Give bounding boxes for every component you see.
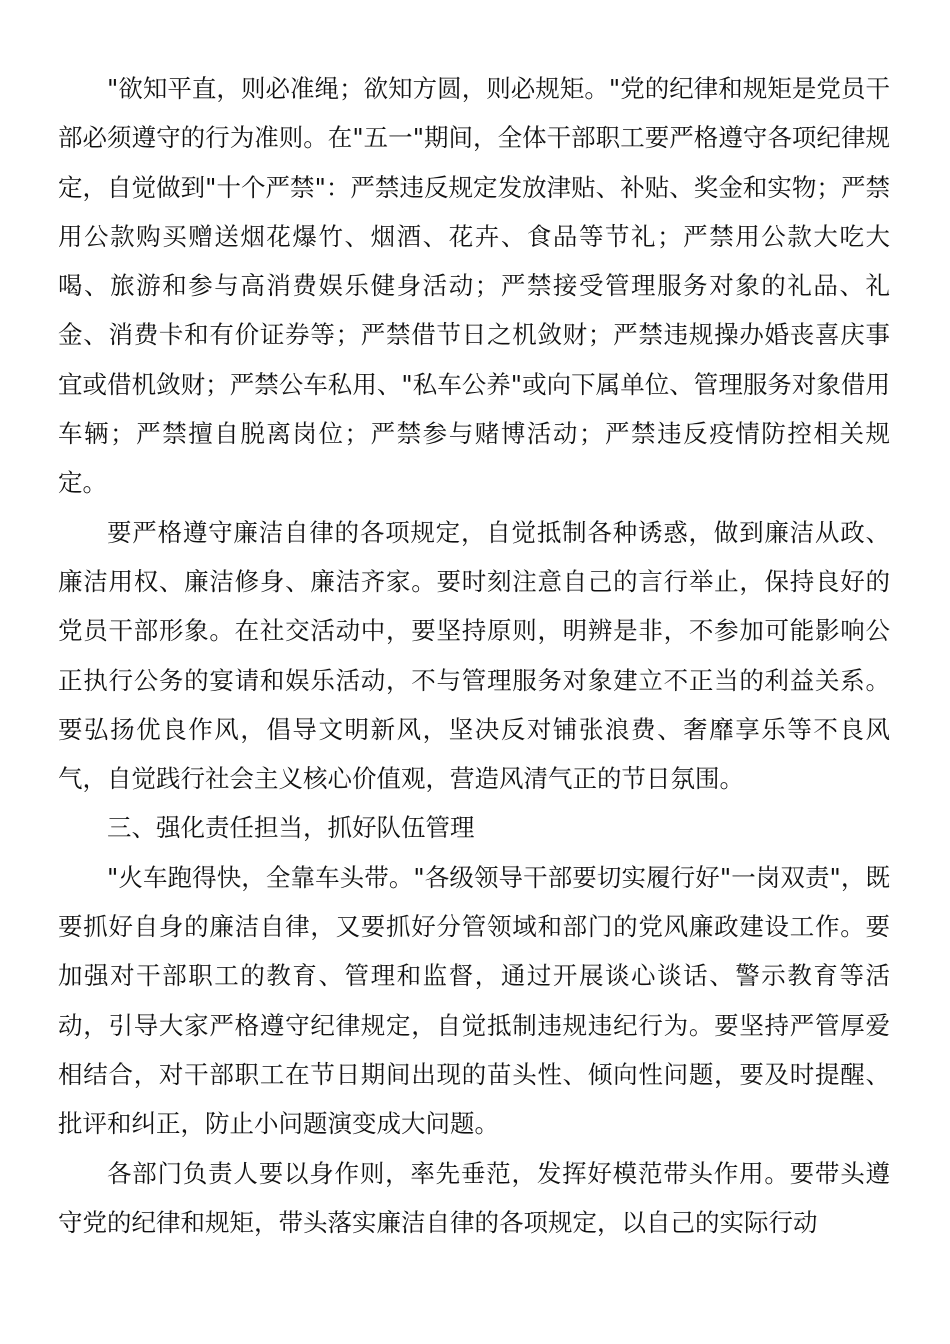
paragraph-integrity: 要严格遵守廉洁自律的各项规定，自觉抵制各种诱惑，做到廉洁从政、廉洁用权、廉洁修身、廉洁齐家。要时刻注意自己的言行举止，保持良好的党员干部形象。在社交活动中，要坚持原则，明辨是非，不参加可能影响公正执行公务的宴请和娱乐活动，不与管理服务对象建立不正当的利益关系。要弘扬优良作风，倡导文明新风，坚决反对铺张浪费、奢靡享乐等不良风气，自觉践行社会主义核心价值观，营造风清气正的节日氛围。 xyxy=(58,517,890,794)
document-body xyxy=(58,64,890,1247)
paragraph-department-heads: 各部门负责人要以身作则，率先垂范，发挥好模范带头作用。要带头遵守党的纪律和规矩，带头落实廉洁自律的各项规定，以自己的实际行动 xyxy=(58,1158,890,1237)
paragraph-discipline-rules: "欲知平直，则必准绳；欲知方圆，则必规矩。"党的纪律和规矩是党员干部必须遵守的行为准则。在"五一"期间，全体干部职工要严格遵守各项纪律规定，自觉做到"十个严禁"：严禁违反规定发放津贴、补贴、奖金和实物；严禁用公款购买赠送烟花爆竹、烟酒、花卉、食品等节礼；严禁用公款大吃大喝、旅游和参与高消费娱乐健身活动；严禁接受管理服务对象的礼品、礼金、消费卡和有价证券等；严禁借节日之机敛财；严禁违规操办婚丧喜庆事宜或借机敛财；严禁公车私用、"私车公养"或向下属单位、管理服务对象借用车辆；严禁擅自脱离岗位；严禁参与赌博活动；严禁违反疫情防控相关规定。 xyxy=(58,74,890,498)
section-heading: 三、强化责任担当，抓好队伍管理 xyxy=(107,813,475,843)
paragraph-leadership-responsibility: "火车跑得快，全靠车头带。"各级领导干部要切实履行好"一岗双责"，既要抓好自身的廉洁自律，又要抓好分管领域和部门的党风廉政建设工作。要加强对干部职工的教育、管理和监督，通过开展谈心谈话、警示教育等活动，引导大家严格遵守纪律规定，自觉抵制违规违纪行为。要坚持严管厚爱相结合，对干部职工在节日期间出现的苗头性、倾向性问题，要及时提醒、批评和纠正，防止小问题演变成大问题。 xyxy=(58,862,890,1139)
